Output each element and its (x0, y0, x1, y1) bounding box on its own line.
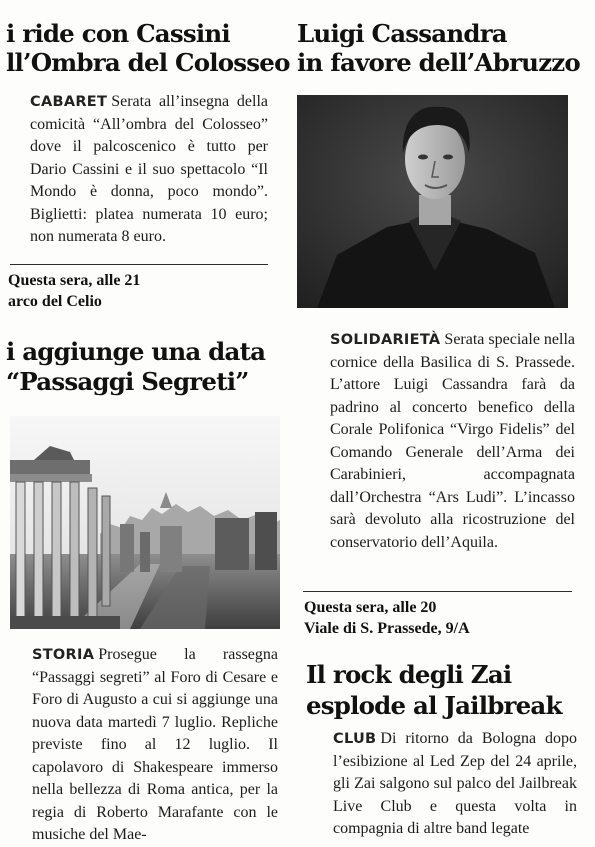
cassandra-title-line-2: in favore dell’Abruzzo (297, 48, 580, 77)
zai-kicker: CLUB (333, 731, 377, 747)
cassini-text: Serata all’insegna della comicità “All’ombra del Colosseo” dove il palcoscenico è tutto per Dario Cassini e il suo spettacolo “Il Mondo è donna, poco mondo”. Biglietti: platea numerata 10 euro; non numerata 8 euro. (30, 93, 268, 245)
passaggi-text: Prosegue la rassegna “Passaggi segreti” al Foro di Cesare e Foro di Augusto a cui si aggiunge una nuova data martedì 7 luglio. Repliche previste fino al 12 luglio. Il capolavoro di Shakespeare immerso nella bellezza di Roma antica, per la regia di Roberto Marafante con le musiche del Mae- (32, 646, 278, 843)
luigi-cassandra-portrait (297, 95, 568, 308)
cassandra-footer-time: Questa sera, alle 20 (304, 599, 437, 616)
passaggi-title-line-2: “Passaggi Segreti” (6, 367, 249, 396)
cassandra-body (330, 329, 575, 554)
passaggi-body (32, 644, 278, 847)
cassini-kicker: CABARET (30, 94, 108, 110)
cassandra-text: Serata speciale nella cornice della Basilica di S. Prassede. L’attore Luigi Cassandra farà da padrino al concerto benefico della Corale Polifonica “Virgo Fidelis” del Comando Generale dell’Arma dei Carabinieri, accompagnata dall’Orchestra “Ars Ludi”. L’incasso sarà devoluto alla ricostruzione del conservatorio dell’Aquila. (330, 331, 576, 551)
passaggi-title-line-1: i aggiunge una data (6, 337, 266, 366)
roman-forum-photo (10, 416, 280, 629)
cassandra-divider (303, 591, 572, 592)
cassini-title-line-1: i ride con Cassini (6, 19, 230, 48)
zai-text: Di ritorno da Bologna dopo l’esibizione al Led Zep del 24 aprile, gli Zai salgono sul palco del Jailbreak Live Club e questa volta in compagnia di altre band legate (333, 730, 577, 837)
zai-body (333, 728, 577, 841)
cassini-footer-place: arco del Celio (8, 293, 102, 310)
zai-title-line-2: esplode al Jailbreak (306, 691, 562, 720)
cassini-divider (10, 264, 268, 265)
cassini-body (30, 91, 268, 249)
cassini-footer-time: Questa sera, alle 21 (8, 272, 141, 289)
passaggi-kicker: STORIA (32, 647, 95, 663)
cassini-title-line-2: ll’Ombra del Colosseo (6, 48, 290, 77)
zai-title-line-1: Il rock degli Zai (306, 660, 512, 689)
cassandra-kicker: SOLIDARIETÀ (330, 332, 441, 348)
cassandra-footer-place: Viale di S. Prassede, 9/A (304, 620, 470, 637)
cassandra-title-line-1: Luigi Cassandra (297, 19, 507, 48)
